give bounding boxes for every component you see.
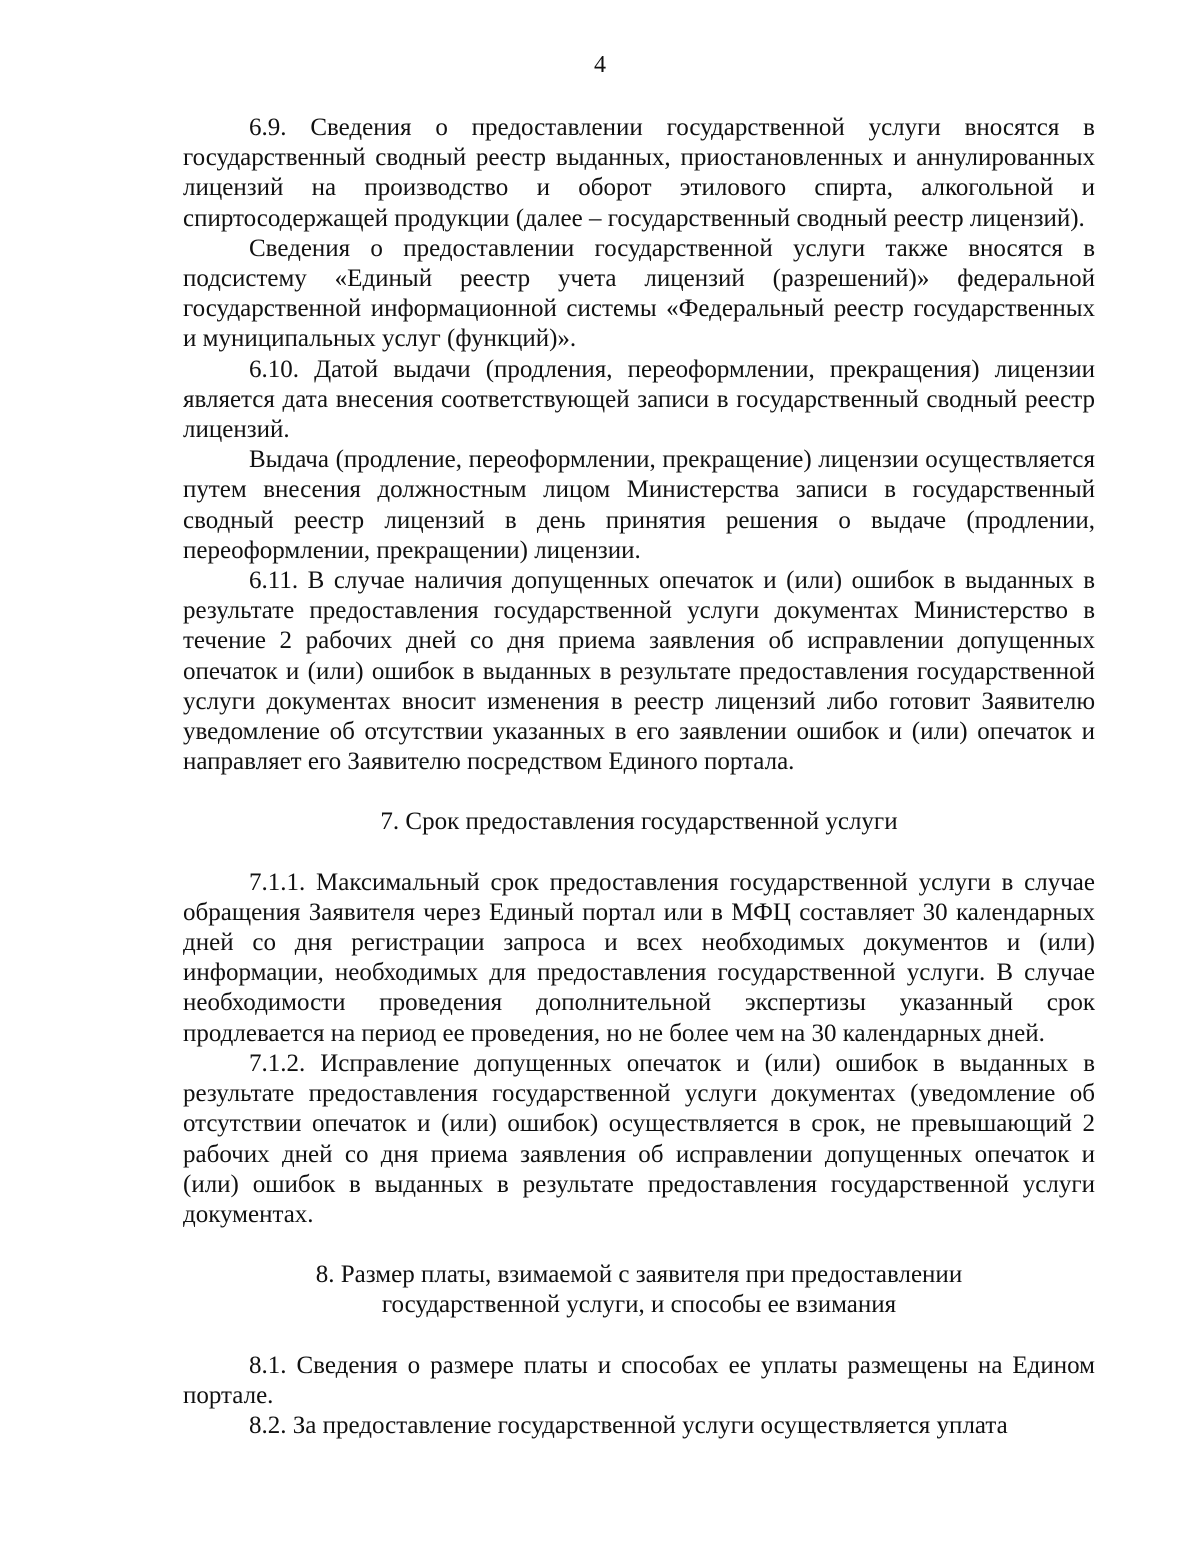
paragraph-7-1-1: 7.1.1. Максимальный срок предоставления государственной услуги в случае обращения Заявителя через Единый портал или в МФЦ составляет 30 календарных дней со дня регистрации запроса и всех необходимых документов и (или) информации, необходимых для предоставления государственной услуги. В случае необходимости проведения дополнительной экспертизы указанный срок продлевается на период ее проведения, но не более чем на 30 календарных дней. [183,868,1095,1047]
section-heading-8 [183,1260,1095,1320]
paragraph-6-9: 6.9. Сведения о предоставлении государственной услуги вносятся в государственный сводный реестр выданных, приостановленных и аннулированных лицензий на производство и оборот этилового спирта, алкогольной и спиртосодержащей продукции (далее – государственный сводный реестр лицензий). [183,114,1095,232]
page-number: 4 [594,52,606,78]
paragraph-8-1: 8.1. Сведения о размере платы и способах ее уплаты размещены на Едином портале. [183,1351,1095,1409]
paragraph-6-11: 6.11. В случае наличия допущенных опечаток и (или) ошибок в выданных в результате предоставления государственной услуги документах Министерство в течение 2 рабочих дней со дня приема заявления об исправлении допущенных опечаток и (или) ошибок в выданных в результате предоставления государственной услуги документах вносит изменения в реестр лицензий либо готовит Заявителю уведомление об отсутствии указанных в его заявлении ошибок и (или) опечаток и направляет его Заявителю посредством Единого портала. [183,567,1095,776]
paragraph-6-9-registry: Сведения о предоставлении государственной услуги также вносятся в подсистему «Единый реестр учета лицензий (разрешений)» федеральной государственной информационной системы «Федеральный реестр государственных и муниципальных услуг (функций)». [183,234,1095,353]
paragraph-6-10: 6.10. Датой выдачи (продления, переоформлении, прекращения) лицензии является дата внесения соответствующей записи в государственный сводный реестр лицензий. [183,355,1095,444]
paragraph-8-2: 8.2. За предоставление государственной услуги осуществляется уплата [249,1411,1008,1439]
section-heading-7: 7. Срок предоставления государственной услуги [380,808,898,836]
section-heading-8-line-2: государственной услуги, и способы ее взимания [381,1291,897,1319]
document-body [183,113,1095,1441]
section-heading-8-line-1: 8. Размер платы, взимаемой с заявителя при предоставлении [315,1261,963,1289]
paragraph-6-10-issuance: Выдача (продление, переоформлении, прекращение) лицензии осуществляется путем внесения должностным лицом Министерства записи в государственный сводный реестр лицензий в день принятия решения о выдаче (продлении, переоформлении, прекращении) лицензии. [183,446,1095,564]
paragraph-7-1-2: 7.1.2. Исправление допущенных опечаток и (или) ошибок в выданных в результате предоставления государственной услуги документах (уведомление об отсутствии опечаток и (или) ошибок) осуществляется в срок, не превышающий 2 рабочих дней со дня приема заявления об исправлении допущенных опечаток и (или) ошибок в выданных в результате предоставления государственной услуги документах. [183,1049,1095,1228]
